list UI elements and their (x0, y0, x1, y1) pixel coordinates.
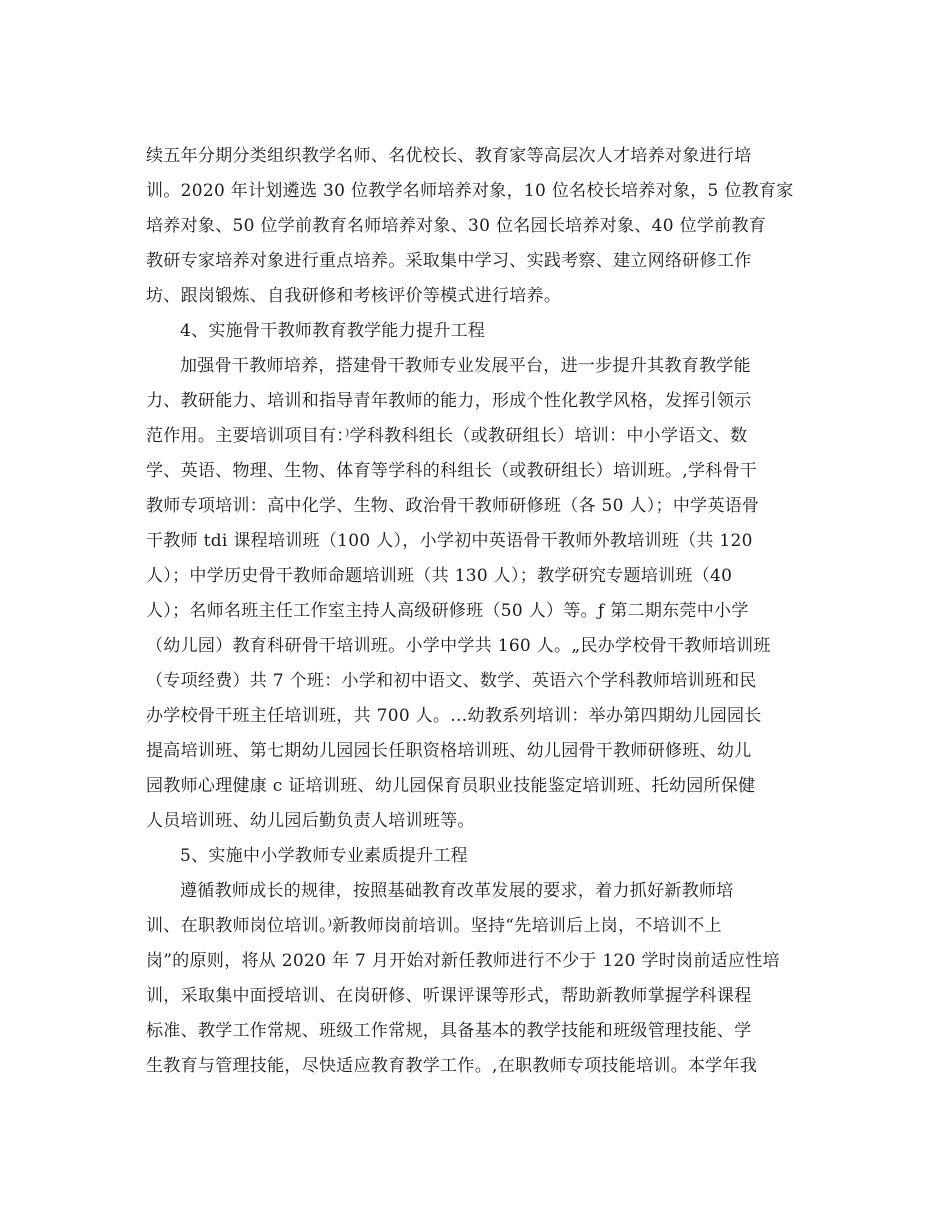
text-line: （专项经费）共 7 个班：小学和初中语文、数学、英语六个学科教师培训班和民 (146, 671, 757, 691)
text-line: 生教育与管理技能，尽快适应教育教学工作。,在职教师专项技能培训。本学年我 (146, 1056, 758, 1076)
text-line: 训，采取集中面授培训、在岗研修、听课评课等形式，帮助新教师掌握学科课程 (146, 986, 752, 1006)
text-line: 提高培训班、第七期幼儿园园长任职资格培训班、幼儿园骨干教师研修班、幼儿 (146, 741, 752, 761)
text-line: 加强骨干教师培养，搭建骨干教师专业发展平台，进一步提升其教育教学能 (180, 356, 751, 376)
text-line: 续五年分期分类组织教学名师、名优校长、教育家等高层次人才培养对象进行培 (146, 146, 752, 166)
text-line: 力、教研能力、培训和指导青年教师的能力，形成个性化教学风格，发挥引领示 (146, 391, 752, 411)
text-line: 人）；中学历史骨干教师命题培训班（共 130 人）；教学研究专题培训班（40 (146, 566, 733, 586)
section-heading: 4、实施骨干教师教育教学能力提升工程 (180, 321, 486, 341)
text-line: 范作用。主要培训项目有：⁾学科教科组长（或教研组长）培训：中小学语文、数 (146, 426, 748, 446)
text-line: 标准、教学工作常规、班级工作常规，具备基本的教学技能和班级管理技能、学 (146, 1021, 752, 1041)
text-line: 岗”的原则，将从 2020 年 7 月开始对新任教师进行不少于 120 学时岗前适应性培 (146, 951, 780, 971)
text-line: 干教师 tdi 课程培训班（100 人），小学初中英语骨干教师外教培训班（共 120 (146, 531, 753, 551)
text-line: 遵循教师成长的规律，按照基础教育改革发展的要求，着力抓好新教师培 (180, 881, 734, 901)
section-heading: 5、实施中小学教师专业素质提升工程 (180, 846, 468, 866)
text-line: 教研专家培养对象进行重点培养。采取集中学习、实践考察、建立网络研修工作 (146, 251, 752, 271)
text-line: 训。2020 年计划遴选 30 位教学名师培养对象，10 位名校长培养对象，5 位教育家 (146, 181, 794, 201)
text-line: 办学校骨干班主任培训班，共 700 人。…幼教系列培训：举办第四期幼儿园园长 (146, 706, 762, 726)
text-line: 训、在职教师岗位培训。⁾新教师岗前培训。坚持“先培训后上岗，不培训不上 (146, 916, 722, 936)
text-line: （幼儿园）教育科研骨干培训班。小学中学共 160 人。„民办学校骨干教师培训班 (146, 636, 771, 656)
text-line: 人）；名师名班主任工作室主持人高级研修班（50 人）等。ƒ 第二期东莞中小学 (146, 601, 749, 621)
text-line: 人员培训班、幼儿园后勤负责人培训班等。 (146, 811, 475, 831)
text-line: 园教师心理健康 c 证培训班、幼儿园保育员职业技能鉴定培训班、托幼园所保健 (146, 776, 756, 796)
text-line: 学、英语、物理、生物、体育等学科的科组长（或教研组长）培训班。,学科骨干 (146, 461, 758, 481)
text-line: 培养对象、50 位学前教育名师培养对象、30 位名园长培养对象、40 位学前教育 (146, 216, 767, 236)
text-line: 教师专项培训：高中化学、生物、政治骨干教师研修班（各 50 人）；中学英语骨 (146, 496, 760, 516)
text-line: 坊、跟岗锻炼、自我研修和考核评价等模式进行培养。 (146, 286, 562, 306)
